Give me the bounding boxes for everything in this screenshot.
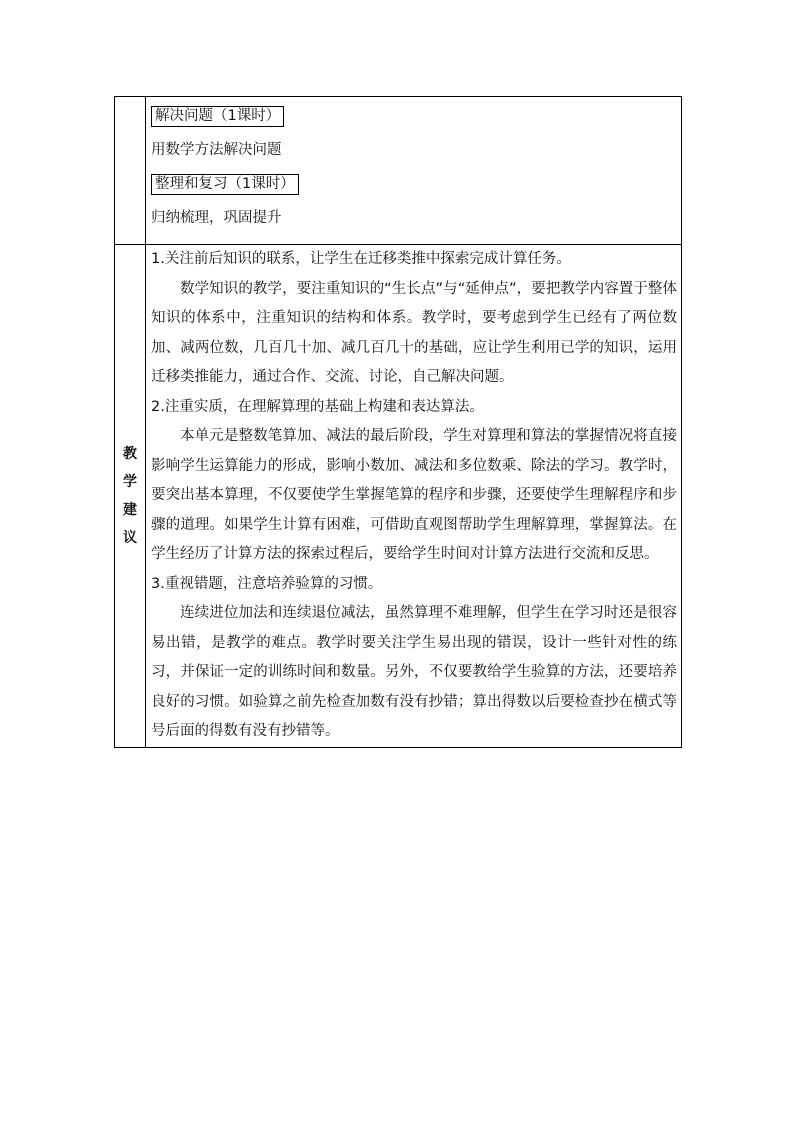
suggestion-point-heading: 3.重视错题，注意培养验算的习惯。 [151, 575, 383, 592]
label-char: 建 [123, 501, 137, 518]
label-char: 学 [123, 473, 137, 490]
label-char: 教 [123, 445, 137, 462]
topic-heading: 整理和复习（1课时） [151, 174, 299, 195]
suggestions-content-cell [146, 245, 682, 748]
topic-item [151, 97, 677, 127]
suggestion-body-paragraph: 数学知识的教学，要注重知识的“生长点”与“延伸点”，要把教学内容置于整体知识的体系中，注重知识的结构和体系。教学时，要考虑到学生已经有了两位数加、减两位数，几百几十加、减几百几十的基础，应让学生利用已学的知识，运用迁移类推能力，通过合作、交流、讨论，自己解决问题。 [151, 280, 677, 385]
suggestion-body-paragraph: 连续进位加法和连续退位减法，虽然算理不难理解，但学生在学习时还是很容易出错，是教学的难点。教学时要关注学生易出现的错误，设计一些针对性的练习，并保证一定的训练时间和数量。另外，不仅要教给学生验算的方法，还要培养良好的习惯。如验算之前先检查加数有没有抄错；算出得数以后要检查抄在横式等号后面的得数有没有抄错等。 [151, 605, 677, 739]
suggestions-row [115, 245, 682, 748]
topic-heading: 解决问题（1课时） [151, 106, 284, 127]
schedule-row [115, 97, 682, 245]
label-char: 议 [123, 529, 137, 546]
suggestions-label-cell [115, 245, 146, 748]
suggestion-point-heading: 2.注重实质，在理解算理的基础上构建和表达算法。 [151, 398, 484, 415]
schedule-content-cell [146, 97, 682, 245]
suggestion-point-heading: 1.关注前后知识的联系，让学生在迁移类推中探索完成计算任务。 [151, 251, 571, 267]
topic-description: 归纳梳理，巩固提升 [151, 210, 282, 226]
topic-item [151, 161, 677, 195]
schedule-label-cell [115, 97, 146, 245]
suggestion-body-paragraph: 本单元是整数笔算加、减法的最后阶段，学生对算理和算法的掌握情况将直接影响学生运算能力的形成，影响小数加、减法和多位数乘、除法的学习。教学时，要突出基本算理，不仅要使学生掌握笔算的程序和步骤，还要使学生理解程序和步骤的道理。如果学生计算有困难，可借助直观图帮助学生理解算理，掌握算法。在学生经历了计算方法的探索过程后，要给学生时间对计算方法进行交流和反思。 [151, 428, 677, 562]
lesson-plan-table [114, 96, 682, 748]
topic-description: 用数学方法解决问题 [151, 142, 282, 158]
